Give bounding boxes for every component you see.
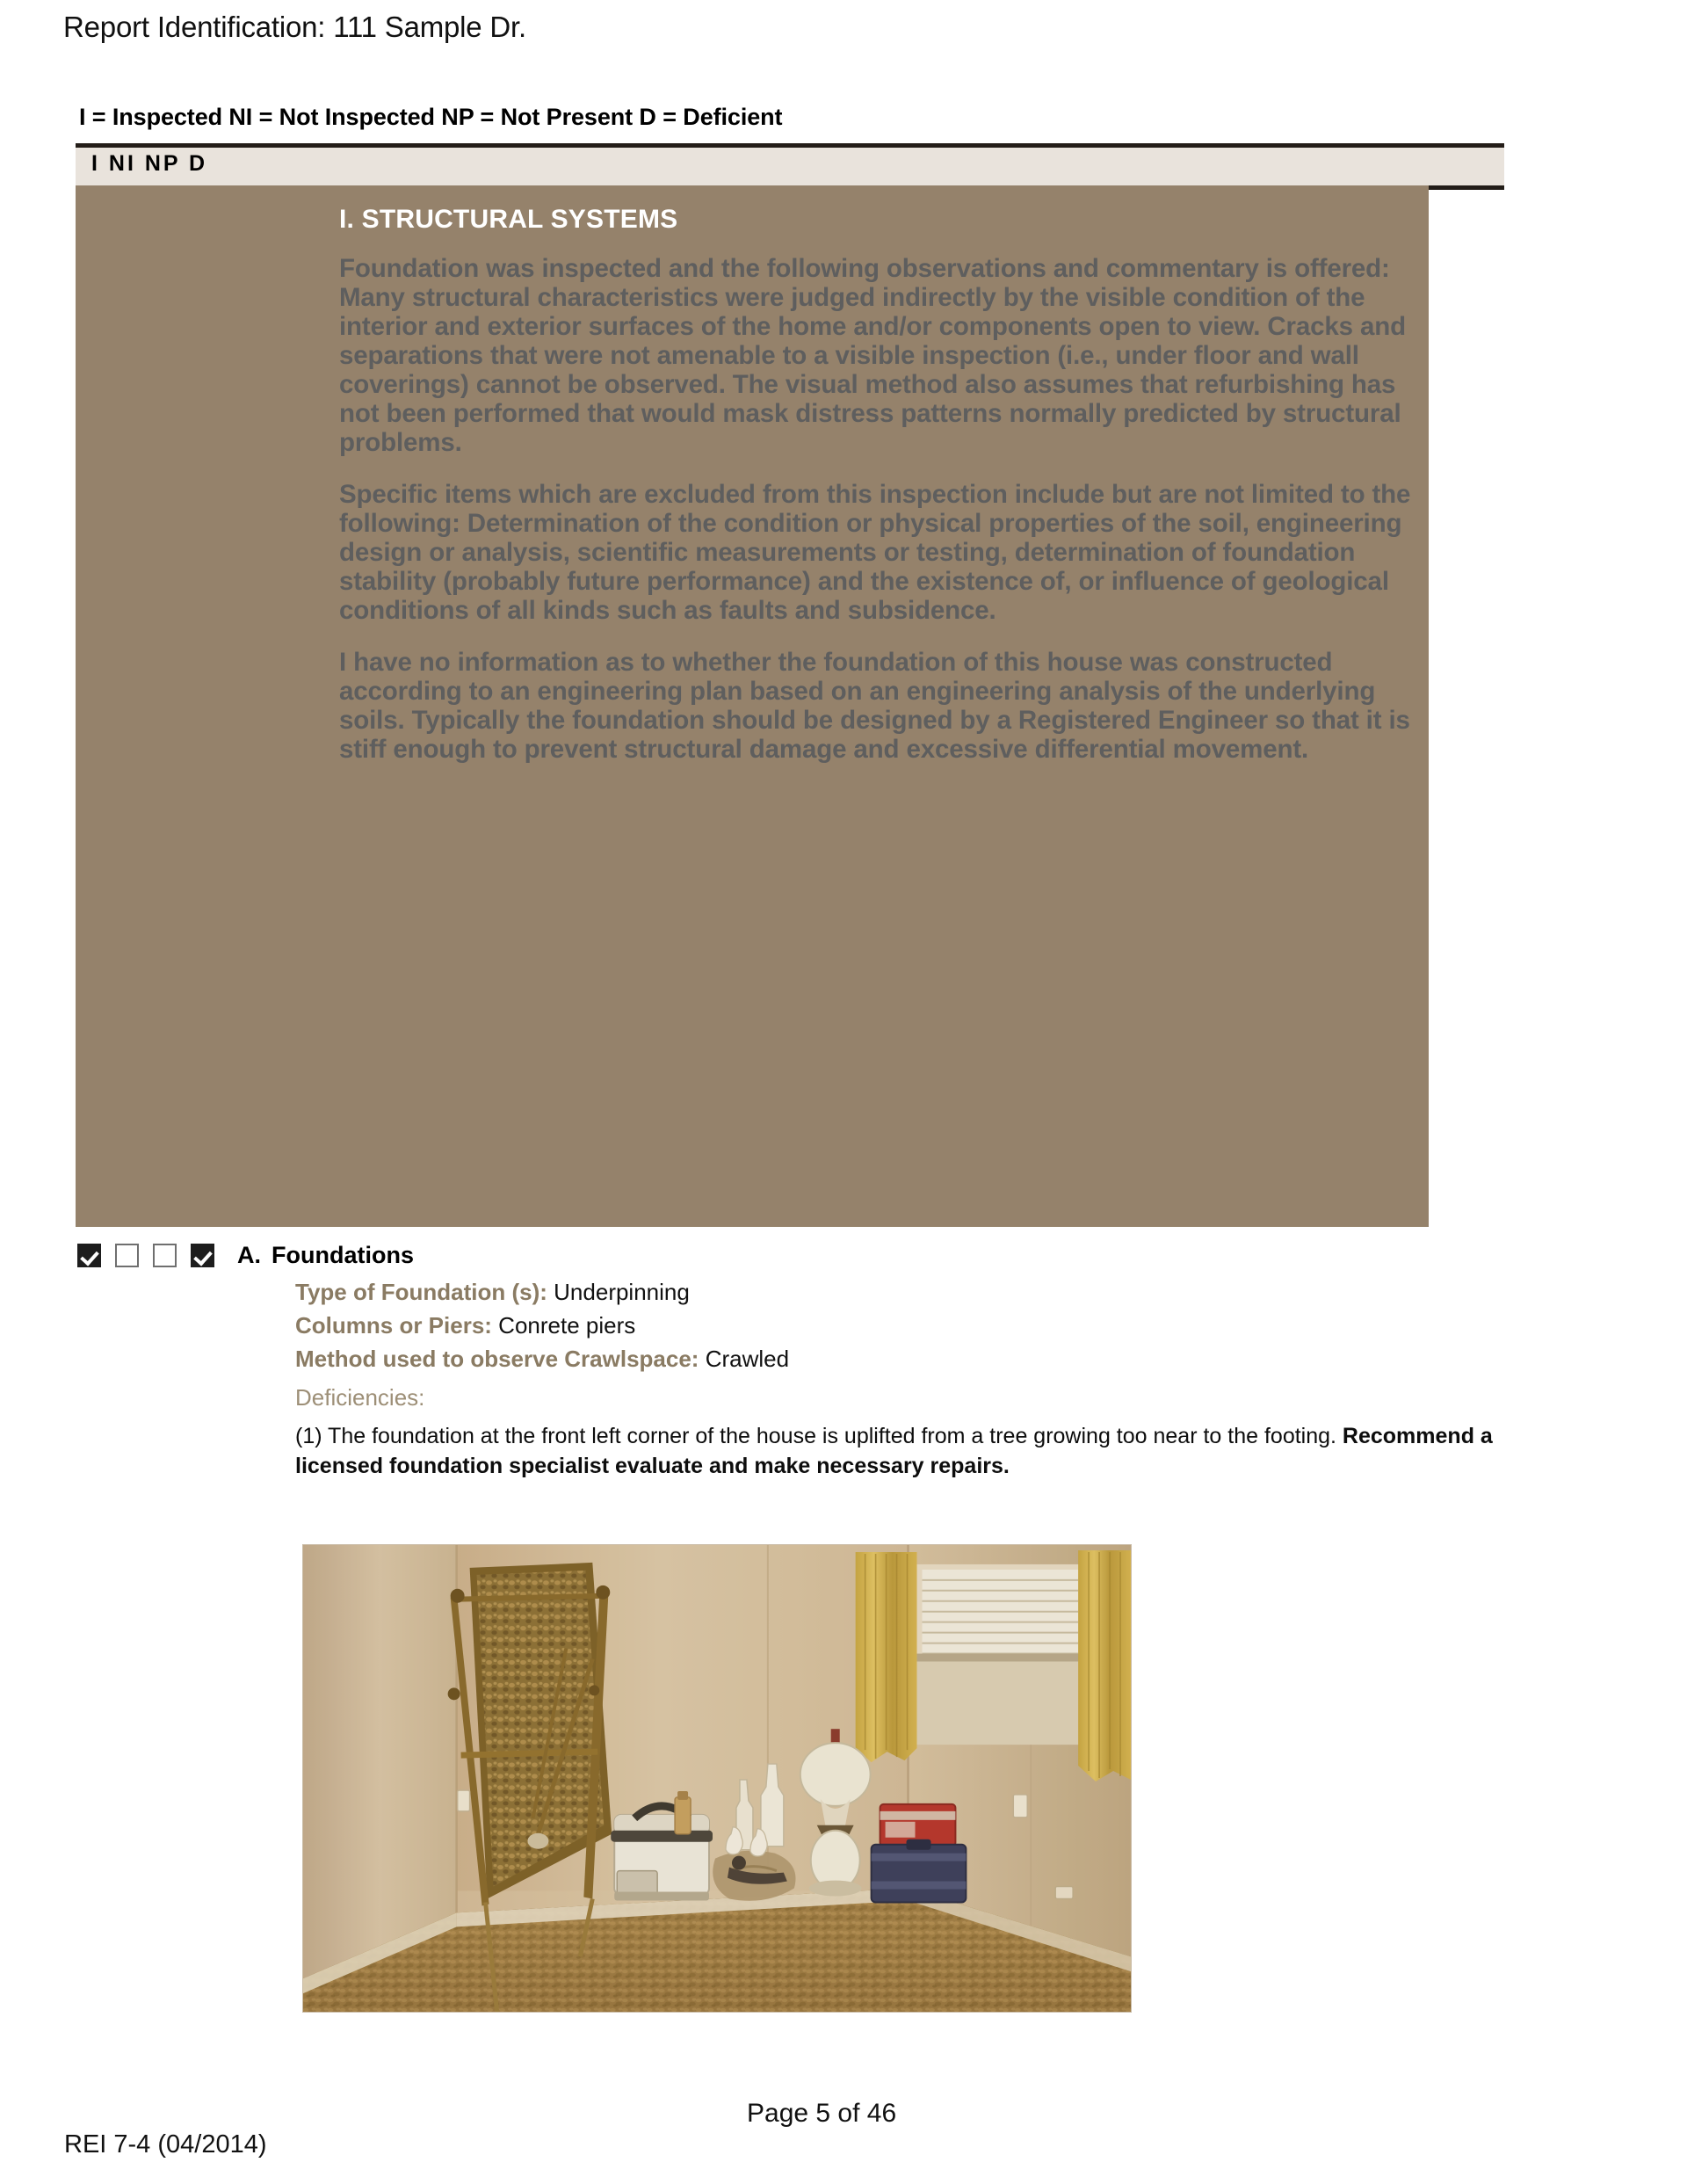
deficiencies-heading: Deficiencies:	[295, 1384, 425, 1411]
checkbox-inspected[interactable]	[77, 1244, 101, 1267]
field-method-crawlspace	[295, 1346, 1543, 1372]
page-number: Page 5 of 46	[747, 2099, 897, 2128]
field-label-method-crawlspace: Method used to observe Crawlspace:	[295, 1346, 699, 1373]
inspection-legend: I = Inspected NI = Not Inspected NP = Not Present D = Deficient	[79, 104, 783, 130]
column-header-bar	[76, 143, 1504, 190]
checkbox-not-inspected[interactable]	[115, 1244, 139, 1267]
commentary-paragraph-2: Specific items which are excluded from this inspection include but are not limited to the following: Determination of the condition or physical properties of the soil, engineering design or analysis, scientific measurements or testing, determination of foundation stability (probably future performance) and the existence of, or influence of geological conditions of all kinds such as faults and subsidence.	[339, 480, 1411, 626]
deficiency-text: (1) The foundation at the front left corner of the house is uplifted from a tree growing too near to the footing.	[295, 1424, 1343, 1449]
report-identification: Report Identification: 111 Sample Dr.	[63, 11, 526, 43]
field-columns-or-piers	[295, 1313, 1543, 1339]
checkbox-not-present[interactable]	[153, 1244, 177, 1267]
commentary-paragraph-1: Foundation was inspected and the following observations and commentary is offered: Many structural characteristics were judged indirectly by the visible condition of the interior and exterior surfaces of the home and/or components open to view. Cracks and separations that were not amenable to a visible inspection (i.e., under floor and wall coverings) cannot be observed. The visual method also assumes that refurbishing has not been performed that would mask distress patterns normally predicted by structural problems.	[339, 254, 1406, 458]
foundation-details	[295, 1280, 1543, 1481]
checkbox-deficient[interactable]	[191, 1244, 214, 1267]
field-value-columns-or-piers: Conrete piers	[498, 1312, 636, 1339]
section-title: I. STRUCTURAL SYSTEMS	[339, 205, 678, 234]
foundation-photo	[302, 1544, 1132, 2013]
field-label-columns-or-piers: Columns or Piers:	[295, 1312, 492, 1339]
deficiency-recommendation: Recommend a licensed foundation specialist evaluate and make necessary repairs.	[295, 1424, 1493, 1478]
commentary-paragraph-3: I have no information as to whether the foundation of this house was constructed according to an engineering plan based on an engineering analysis of the underlying soils. Typically the foundation should be designed by a Registered Engineer so that it is stiff enough to prevent structural damage and excessive differential movement.	[339, 648, 1410, 765]
foundations-checkbox-row	[77, 1242, 414, 1269]
field-value-method-crawlspace: Crawled	[705, 1346, 790, 1373]
column-header-labels: I NI NP D	[91, 151, 208, 176]
form-code: REI 7-4 (04/2014)	[64, 2130, 267, 2159]
field-label-type-of-foundation: Type of Foundation (s):	[295, 1279, 547, 1305]
item-title: Foundations	[272, 1242, 414, 1268]
field-value-type-of-foundation: Underpinning	[554, 1279, 690, 1305]
deficiency-entry-1	[295, 1422, 1517, 1481]
field-type-of-foundation	[295, 1280, 1543, 1305]
structural-systems-commentary-block	[76, 185, 1429, 1227]
item-letter: A.	[237, 1242, 261, 1268]
commentary-inner	[339, 205, 1437, 765]
